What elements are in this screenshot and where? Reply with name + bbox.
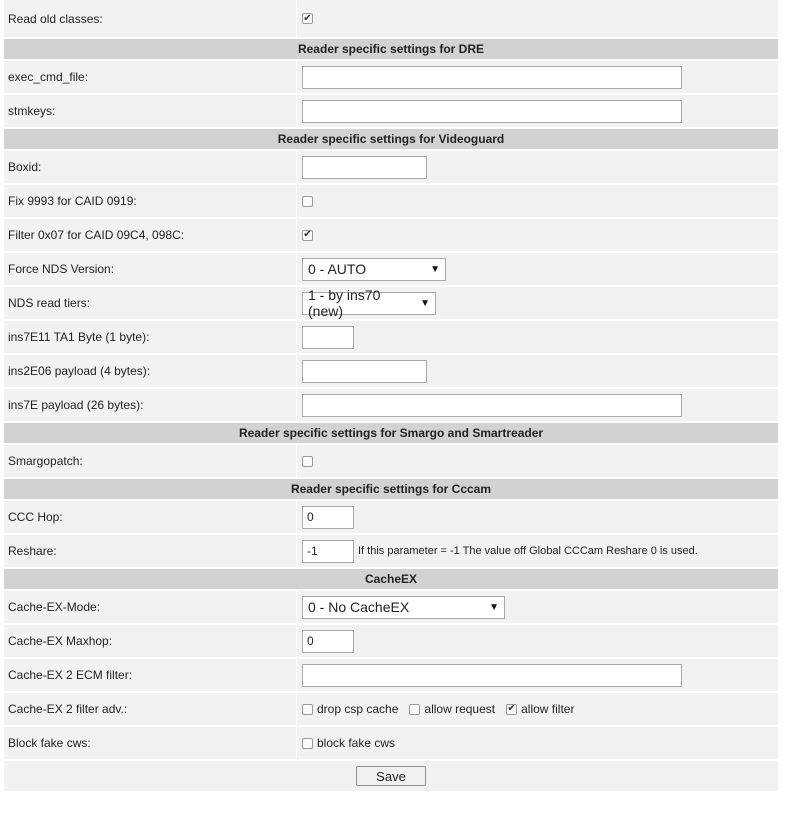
cacheex-mode-select[interactable] — [302, 596, 505, 619]
row-force-nds-version — [4, 253, 778, 287]
stmkeys-label: stmkeys: — [8, 104, 56, 118]
column-divider — [296, 151, 297, 183]
row-ins7e — [4, 389, 778, 423]
reshare-note: If this parameter = -1 The value off Global CCCam Reshare 0 is used. — [358, 545, 698, 557]
ccc-hop-input[interactable] — [302, 506, 354, 529]
section-header-smargo: Reader specific settings for Smargo and Smartreader — [4, 423, 778, 445]
save-button[interactable]: Save — [356, 766, 426, 786]
read-old-classes-label: Read old classes: — [8, 11, 103, 26]
column-divider — [296, 501, 297, 533]
row-ins2e06 — [4, 355, 778, 389]
chevron-down-icon: ▼ — [489, 601, 499, 613]
column-divider — [296, 659, 297, 691]
section-header-dre: Reader specific settings for DRE — [4, 39, 778, 61]
boxid-input[interactable] — [302, 156, 427, 179]
cacheex-maxhop-input[interactable] — [302, 630, 354, 653]
column-divider — [296, 253, 297, 285]
chevron-down-icon: ▼ — [430, 263, 440, 275]
ccc-hop-label: CCC Hop: — [8, 510, 63, 524]
column-divider — [296, 591, 297, 623]
ins2e06-input[interactable] — [302, 360, 427, 383]
allow-request-checkbox[interactable] — [409, 704, 420, 715]
allow-request-label: allow request — [424, 702, 496, 716]
cacheex-mode-value: 0 - No CacheEX — [308, 599, 410, 615]
row-smargopatch — [4, 445, 778, 479]
allow-filter-label: allow filter — [521, 702, 575, 716]
row-exec-cmd-file — [4, 61, 778, 95]
row-ccc-hop — [4, 501, 778, 535]
reshare-input[interactable] — [302, 540, 354, 563]
exec-cmd-file-input[interactable] — [302, 66, 682, 89]
force-nds-version-value: 0 - AUTO — [308, 261, 367, 277]
column-divider — [296, 355, 297, 387]
row-read-old-classes — [4, 0, 778, 39]
ins7e11-input[interactable] — [302, 326, 354, 349]
force-nds-version-select[interactable] — [302, 258, 446, 281]
drop-csp-cache-label: drop csp cache — [317, 702, 399, 716]
section-header-cccam: Reader specific settings for Cccam — [4, 479, 778, 501]
save-bar — [4, 761, 778, 791]
column-divider — [296, 321, 297, 353]
column-divider — [296, 625, 297, 657]
column-divider — [296, 185, 297, 217]
ins7e11-label: ins7E11 TA1 Byte (1 byte): — [8, 330, 150, 344]
fix-9993-checkbox[interactable] — [302, 196, 313, 207]
row-nds-read-tiers — [4, 287, 778, 321]
exec-cmd-file-label: exec_cmd_file: — [8, 70, 89, 84]
filter-0x07-checkbox[interactable]: ✔ — [303, 229, 312, 240]
row-ins7e11 — [4, 321, 778, 355]
drop-csp-cache-checkbox[interactable] — [302, 704, 313, 715]
cacheex-mode-label: Cache-EX-Mode: — [8, 600, 101, 614]
column-divider — [296, 287, 297, 319]
reader-config-form — [4, 0, 778, 791]
fix-9993-label: Fix 9993 for CAID 0919: — [8, 194, 137, 208]
nds-read-tiers-label: NDS read tiers: — [8, 296, 91, 310]
smargopatch-checkbox[interactable] — [302, 456, 313, 467]
block-fake-cws-label: Block fake cws: — [8, 736, 91, 750]
stmkeys-input[interactable] — [302, 100, 682, 123]
row-boxid — [4, 151, 778, 185]
section-header-cacheex: CacheEX — [4, 569, 778, 591]
ins7e-input[interactable] — [302, 394, 682, 417]
column-divider — [296, 727, 297, 759]
row-fix-9993 — [4, 185, 778, 219]
column-divider — [296, 0, 297, 37]
row-reshare — [4, 535, 778, 569]
section-header-videoguard: Reader specific settings for Videoguard — [4, 129, 778, 151]
nds-read-tiers-select[interactable] — [302, 287, 436, 319]
cacheex-maxhop-label: Cache-EX Maxhop: — [8, 634, 113, 648]
row-cacheex-filter-adv — [4, 693, 778, 727]
column-divider — [296, 95, 297, 127]
column-divider — [296, 219, 297, 251]
row-block-fake-cws — [4, 727, 778, 761]
column-divider — [296, 389, 297, 421]
cacheex-ecm-filter-input[interactable] — [302, 664, 682, 687]
column-divider — [296, 693, 297, 725]
smargopatch-label: Smargopatch: — [8, 454, 83, 468]
block-fake-cws-checkbox[interactable] — [302, 738, 313, 749]
boxid-label: Boxid: — [8, 160, 42, 174]
row-filter-0x07 — [4, 219, 778, 253]
row-stmkeys — [4, 95, 778, 129]
row-cacheex-maxhop — [4, 625, 778, 659]
read-old-classes-checkbox[interactable]: ✔ — [303, 12, 312, 24]
column-divider — [296, 445, 297, 477]
reshare-label: Reshare: — [8, 544, 57, 558]
column-divider — [296, 535, 297, 567]
chevron-down-icon: ▼ — [420, 297, 430, 309]
ins7e-label: ins7E payload (26 bytes): — [8, 398, 144, 412]
cacheex-filter-adv-label: Cache-EX 2 filter adv.: — [8, 702, 128, 716]
column-divider — [296, 61, 297, 93]
cacheex-ecm-filter-label: Cache-EX 2 ECM filter: — [8, 668, 133, 682]
allow-filter-checkbox[interactable]: ✔ — [507, 703, 516, 714]
force-nds-version-label: Force NDS Version: — [8, 262, 115, 276]
nds-read-tiers-value: 1 - by ins70 (new) — [308, 287, 381, 319]
row-cacheex-mode — [4, 591, 778, 625]
filter-0x07-label: Filter 0x07 for CAID 09C4, 098C: — [8, 228, 185, 242]
row-cacheex-ecm-filter — [4, 659, 778, 693]
block-fake-cws-option-label: block fake cws — [317, 736, 396, 750]
ins2e06-label: ins2E06 payload (4 bytes): — [8, 364, 151, 378]
